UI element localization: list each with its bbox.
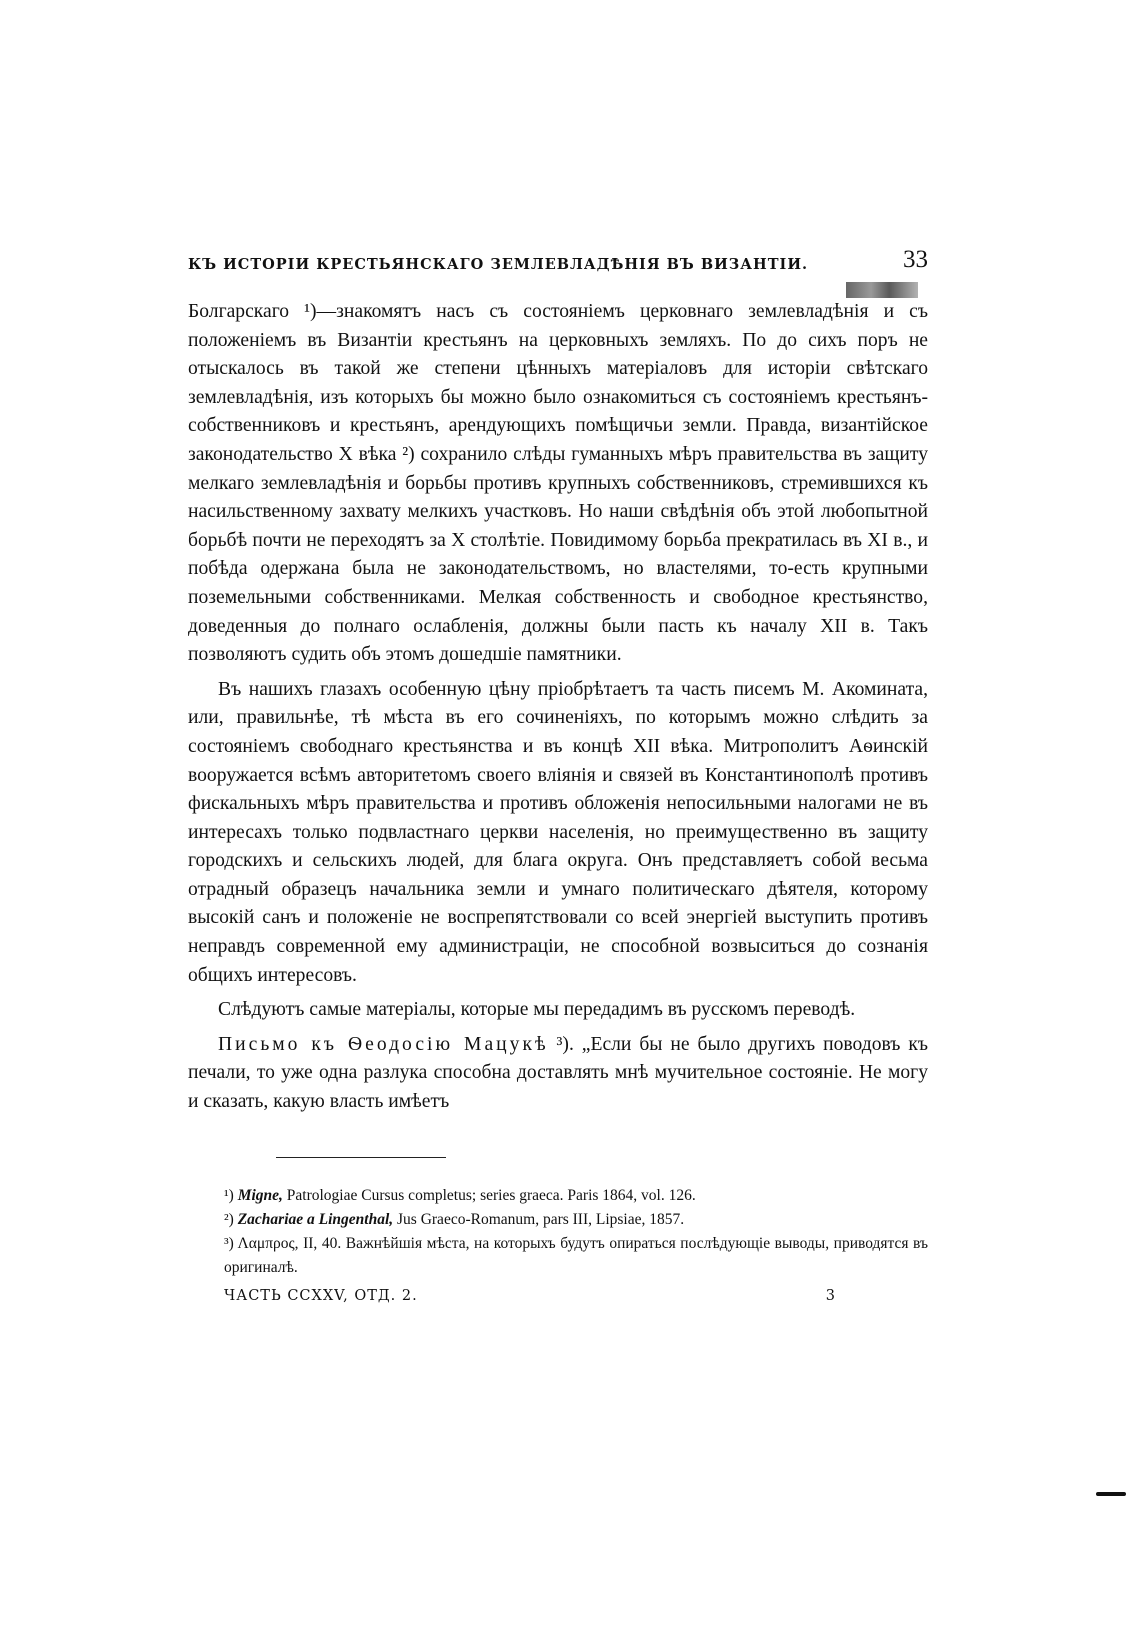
footnote-rule bbox=[276, 1157, 446, 1158]
paragraph-1: Болгарскаго ¹)—знакомятъ насъ съ состояніемъ церковнаго землевладѣнія и съ положеніемъ въ Византіи крестьянъ на церковныхъ земляхъ. По до сихъ поръ не отыскалось въ такой же степени цѣнныхъ матеріаловъ для исторіи свѣтскаго землевладѣнія, изъ которыхъ бы можно было ознакомиться съ состояніемъ крестьянъ-собственниковъ и крестьянъ, арендующихъ помѣщичьи земли. Правда, византійское законодательство X вѣка ²) сохранило слѣды гуманныхъ мѣръ правительства въ защиту мелкаго землевладѣнія и борьбы противъ крупныхъ собственниковъ, стремившихся къ насильственному захвату мелкихъ участковъ. Но наши свѣдѣнія объ этой любопытной борьбѣ почти не переходятъ за X столѣтіе. Повидимому борьба прекратилась въ XI в., и побѣда одержана была не законодательствомъ, но властелями, то-есть крупными поземельными собственниками. Мелкая собственность и свободное крестьянство, доведенныя до полнаго ослабленія, должны были пасть къ началу XII в. Такъ позволяютъ судить объ этомъ дошедшіе памятники. bbox=[188, 301, 928, 666]
edge-mark bbox=[1096, 1492, 1126, 1496]
footnote-1 bbox=[188, 1184, 928, 1208]
signature-line bbox=[188, 1288, 928, 1304]
signature-sheet: 3 bbox=[825, 1287, 836, 1304]
footnotes bbox=[188, 1184, 928, 1280]
letter-title: Письмо къ Ѳеодосію Мацукѣ bbox=[218, 1033, 549, 1055]
document-page bbox=[188, 238, 928, 1304]
signature-part: ЧАСТЬ CCXXV, ОТД. 2. bbox=[224, 1287, 418, 1304]
body-text bbox=[188, 298, 928, 1117]
footnote-2-text: Jus Graeco-Romanum, pars III, Lipsiae, 1857. bbox=[393, 1210, 685, 1228]
ink-smudge bbox=[846, 282, 918, 298]
footnote-3-text: Λαμπρος, II, 40. Важнѣйшія мѣста, на которыхъ будутъ опираться послѣдующіе выводы, приводятся въ оригиналѣ. bbox=[224, 1234, 928, 1276]
footnote-3 bbox=[188, 1232, 928, 1280]
footnote-1-marker: ¹) bbox=[224, 1186, 234, 1204]
paragraph-4 bbox=[188, 1031, 928, 1117]
footnote-2-author: Zachariae a Lingenthal, bbox=[237, 1210, 394, 1228]
footnote-2 bbox=[188, 1208, 928, 1232]
paragraph-2: Въ нашихъ глазахъ особенную цѣну пріобрѣтаетъ та часть писемъ М. Акомината, или, правильнѣе, тѣ мѣста въ его сочиненіяхъ, по которымъ можно слѣдить за состояніемъ свободнаго крестьянства и въ концѣ XII вѣка. Митрополитъ Аѳинскій вооружается всѣмъ авторитетомъ своего вліянія и связей въ Константинополѣ противъ фискальныхъ мѣръ правительства и противъ обложенія непосильными налогами не въ интересахъ только подвластнаго церкви населенія, но преимущественно въ защиту городскихъ и сельскихъ людей, для блага округа. Онъ представляетъ собой весьма отрадный образецъ начальника земли и умнаго политическаго дѣятеля, которому высокій санъ и положеніе не воспрепятствовали со всей энергіей выступить противъ неправдъ современной ему администраціи, не способной возвыситься до сознанія общихъ интересовъ. bbox=[188, 678, 928, 986]
letter-opening: ³). „Если бы не было другихъ поводовъ къ печали, то уже одна разлука способна доставлять мнѣ мучительное состояніе. Не могу и сказать, какую власть имѣетъ bbox=[188, 1033, 929, 1113]
footnote-3-marker: ³) bbox=[224, 1234, 234, 1252]
footnote-1-text: Patrologiae Cursus completus; series graeca. Paris 1864, vol. 126. bbox=[282, 1186, 696, 1204]
running-title: КЪ ИСТОРІИ КРЕСТЬЯНСКАГО ЗЕМЛЕВЛАДѢНІЯ ВЪ ВИЗАНТІИ. bbox=[188, 255, 809, 273]
footnote-2-marker: ²) bbox=[224, 1210, 234, 1228]
running-head bbox=[188, 238, 928, 272]
page-number: 33 bbox=[903, 246, 928, 273]
paragraph-3: Слѣдуютъ самые матеріалы, которые мы передадимъ въ русскомъ переводѣ. bbox=[218, 999, 856, 1021]
footnote-1-author: Migne, bbox=[237, 1186, 283, 1204]
